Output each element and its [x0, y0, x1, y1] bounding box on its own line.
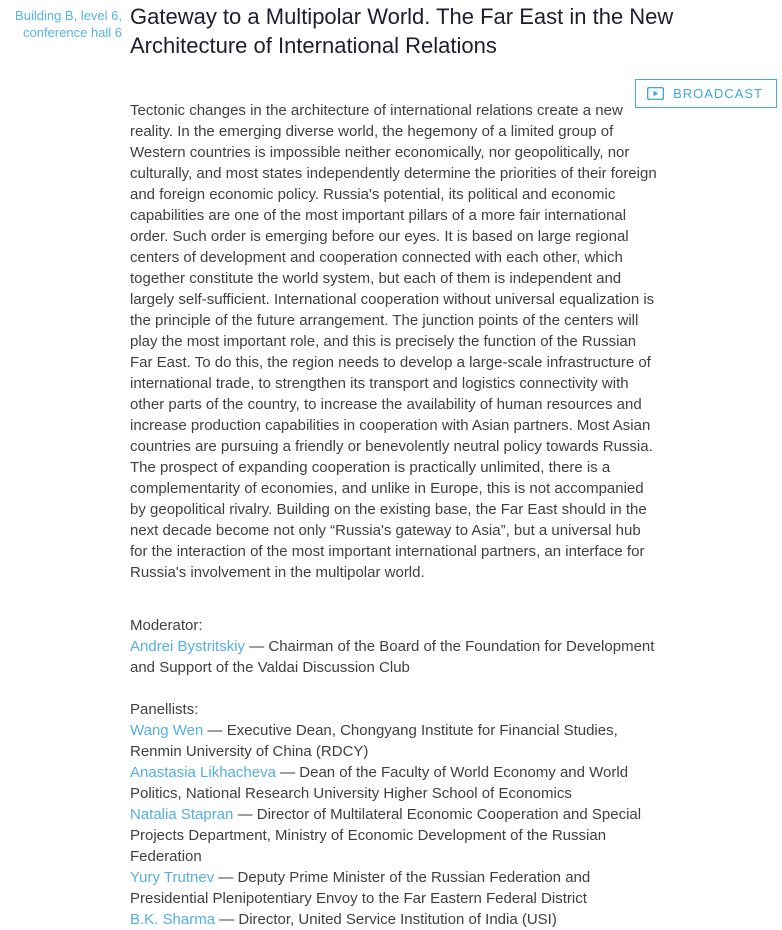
panellist-link-wang-wen[interactable]: Wang Wen — [130, 722, 204, 739]
panellist-role: — Director of Multilateral Economic Cooperation and Special Projects Department, Ministry of Economic Development of the Russian Federation — [130, 806, 642, 865]
panellist-role: — Deputy Prime Minister of the Russian Federation and Presidential Plenipotentiary Envoy to the Far Eastern Federal District — [130, 869, 591, 907]
panellist-role: — Director, United Service Institution of India (USI) — [215, 911, 557, 928]
session-description: Tectonic changes in the architecture of international relations create a new reality. In the emerging diverse world, the hegemony of a limited group of Western countries is impossible neither economically, nor geopolitically, nor culturally, and most states independently determine the priorities of their foreign and foreign economic policy. Russia's potential, its political and economic capabilities are one of the most important pillars of a more fair international order. Such order is emerging before our eyes. It is based on large regional centers of development and cooperation connected with each other, which together constitute the world system, but each of them is independent and largely self-sufficient. International cooperation without universal equalization is the principle of the future arrangement. The junction points of the centers will play the most important role, and this is precisely the function of the Russian Far East. To do this, the region needs to develop a large-scale infrastructure of international trade, to strengthen its transport and logistics connectivity with other parts of the country, to increase the availability of human resources and increase production capabilities in cooperation with Asian partners. Most Asian countries are pursuing a friendly or benevolently neutral policy towards Russia. The prospect of expanding cooperation is practically unlimited, there is a complementarity of economies, and unlike in Europe, this is not accompanied by geopolitical rivalry. Building on the existing base, the Far East should in the next decade become not only “Russia's gateway to Asia”, but a universal hub for the interaction of the most important international partners, an interface for Russia's involvement in the multipolar world. — [130, 102, 657, 581]
panellist-link-anastasia-likhacheva[interactable]: Anastasia Likhacheva — [130, 764, 276, 781]
broadcast-button-label: BROADCAST — [673, 86, 763, 101]
moderator-heading: Moderator: — [130, 617, 203, 634]
panellist-entry — [130, 909, 662, 930]
panellist-role: — Dean of the Faculty of World Economy and World Politics, National Research University Higher School of Economics — [130, 764, 629, 802]
moderator-link[interactable]: Andrei Bystritskiy — [130, 638, 246, 655]
page-title: Gateway to a Multipolar World. The Far East in the New Architecture of International Relations — [130, 4, 674, 58]
moderator-role: — Chairman of the Board of the Foundation for Development and Support of the Valdai Discussion Club — [130, 638, 655, 676]
panellist-link-yury-trutnev[interactable]: Yury Trutnev — [130, 869, 215, 886]
panellist-entry — [130, 762, 662, 804]
moderator-section — [130, 615, 662, 678]
panellist-entry — [130, 804, 662, 867]
panellists-section — [130, 699, 662, 930]
panellist-role: — Executive Dean, Chongyang Institute for Financial Studies, Renmin University of China (RDCY) — [130, 722, 618, 760]
panellist-entry — [130, 867, 662, 909]
panellist-entry — [130, 720, 662, 762]
panellist-link-natalia-stapran[interactable]: Natalia Stapran — [130, 806, 234, 823]
venue-location-label: Building B, level 6, conference hall 6 — [15, 8, 122, 40]
panellists-heading: Panellists: — [130, 701, 199, 718]
main-content — [130, 2, 778, 930]
moderator-entry — [130, 636, 662, 678]
panellist-link-bk-sharma[interactable]: B.K. Sharma — [130, 911, 216, 928]
